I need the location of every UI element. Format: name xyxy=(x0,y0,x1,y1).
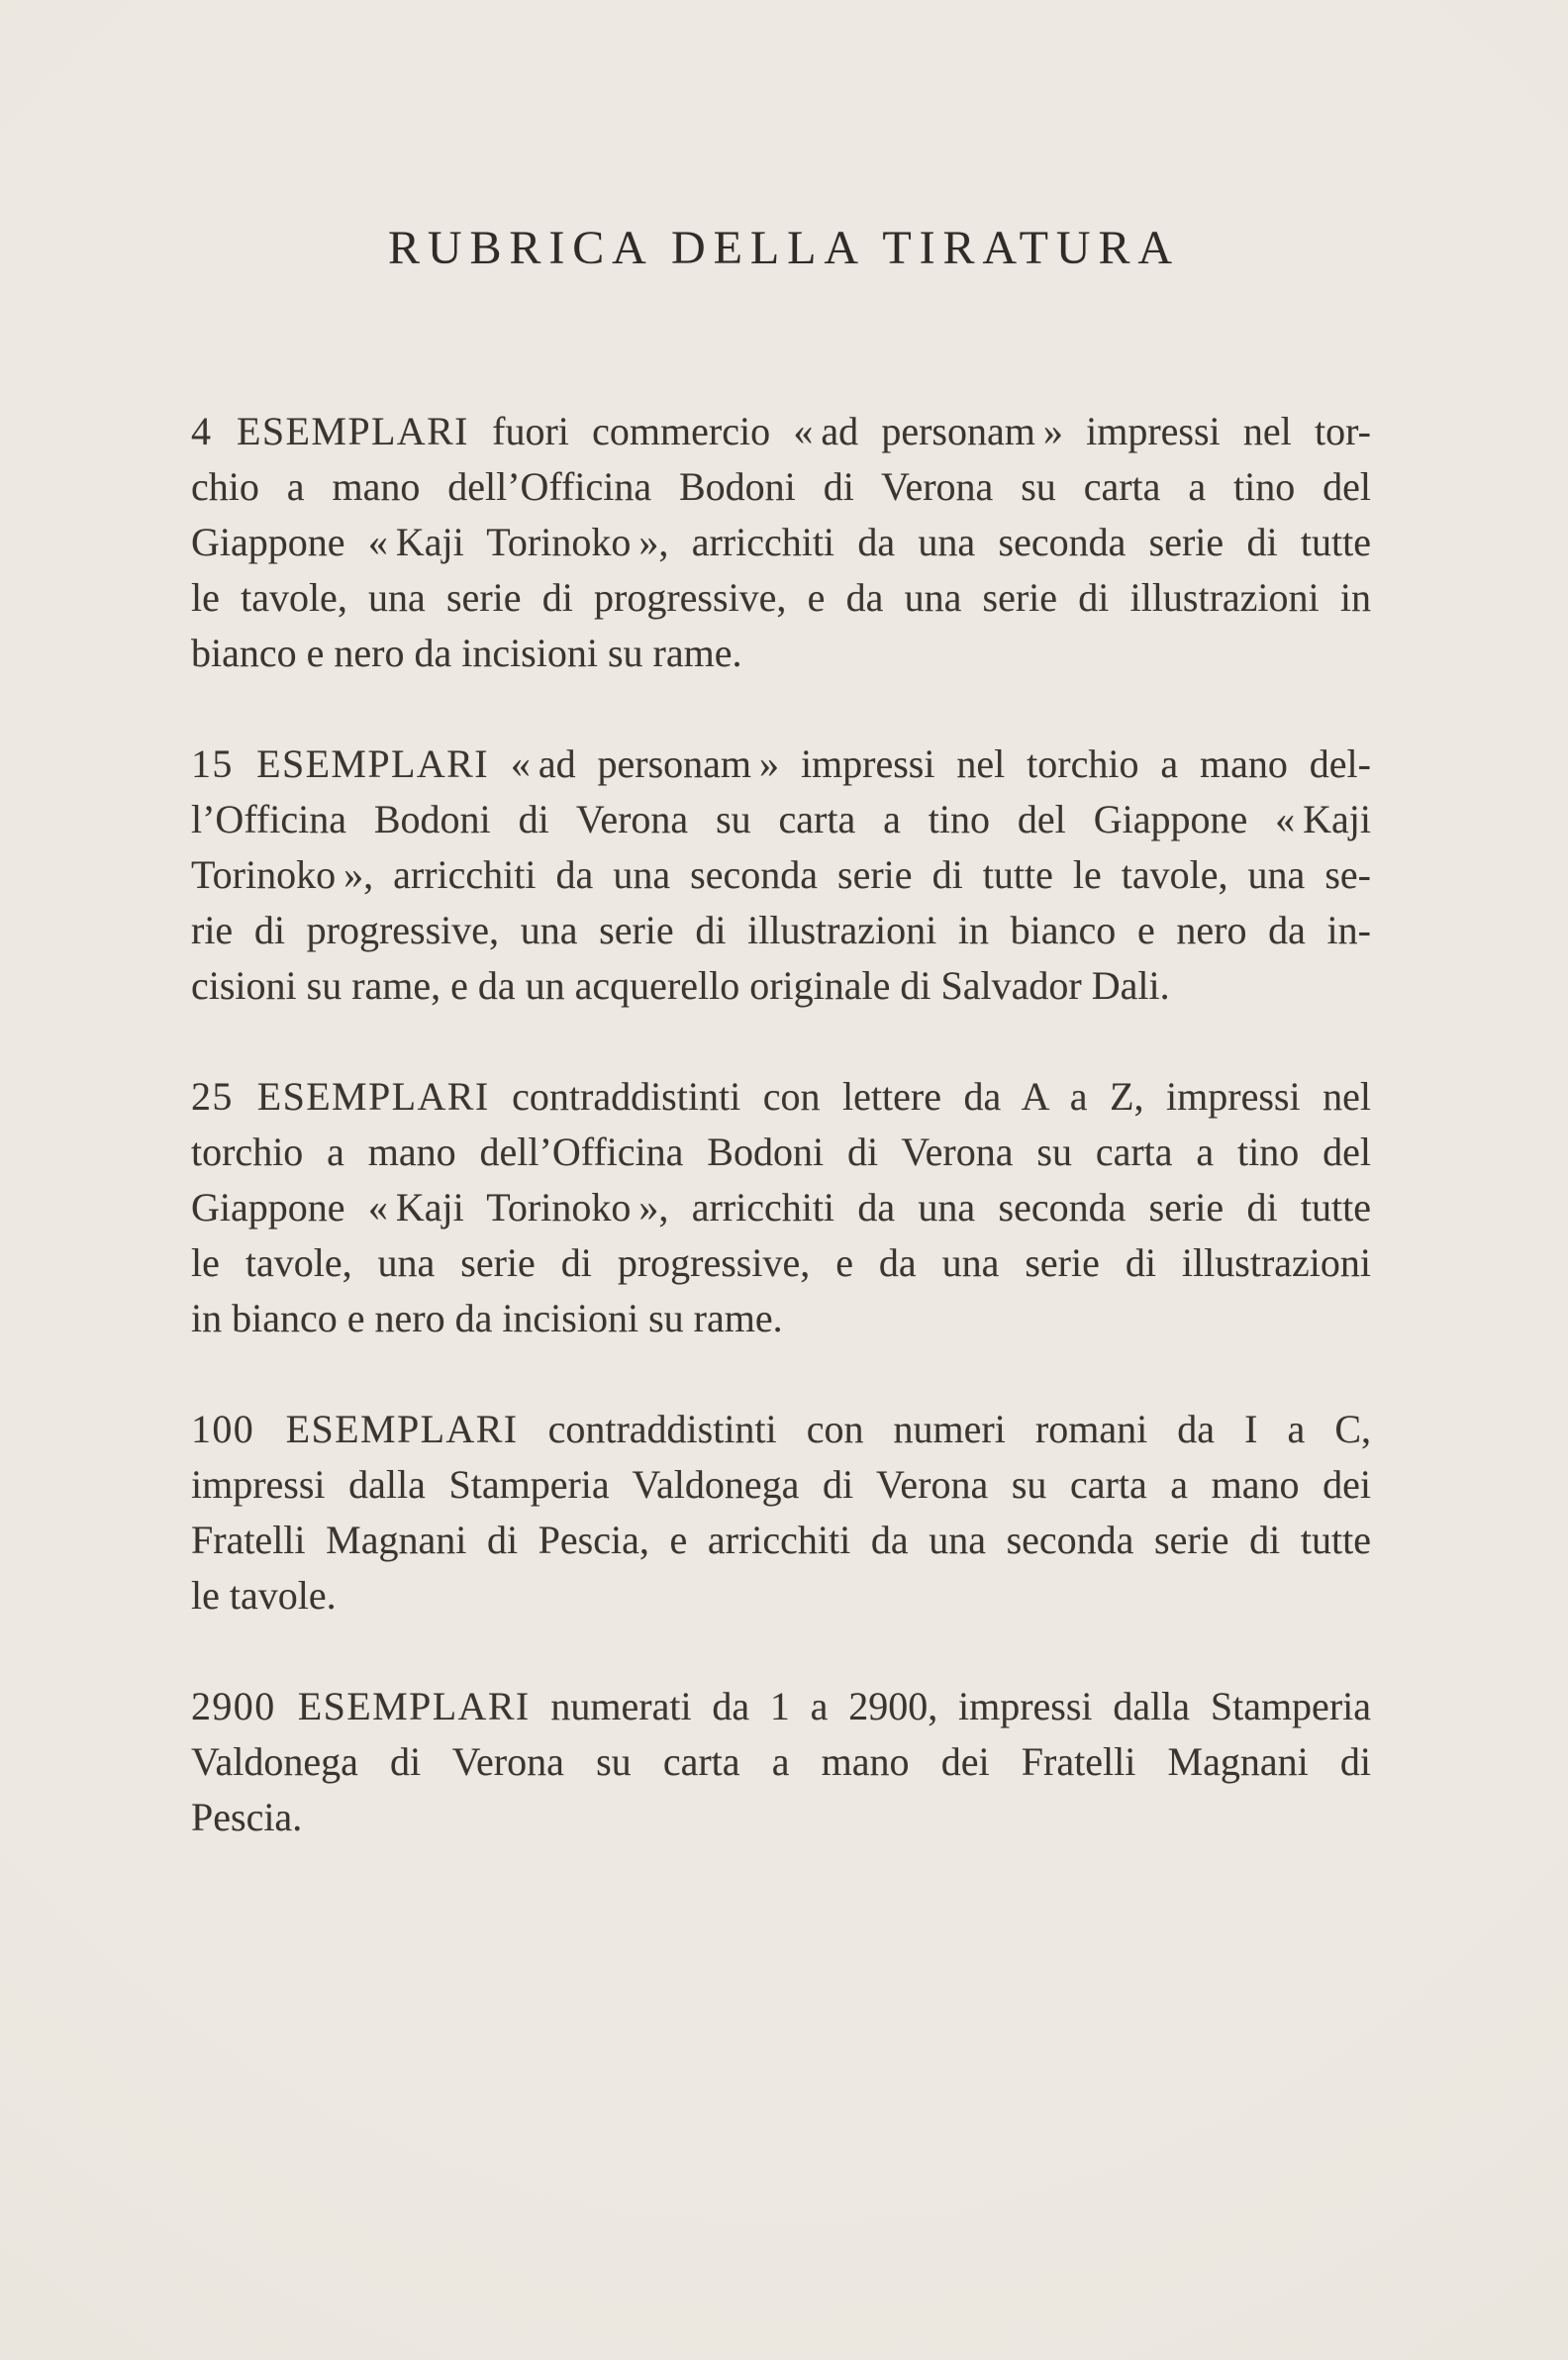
line-text: Valdonega di Verona su carta a mano dei Fratelli Magnani di xyxy=(191,1739,1371,1784)
text-line xyxy=(191,1568,1371,1623)
edition-count-label: 4 ESEMPLARI xyxy=(191,409,469,453)
text-line xyxy=(191,1235,1371,1291)
line-text: contraddistinti con lettere da A a Z, impressi nel xyxy=(489,1074,1372,1119)
line-text: « ad personam » impressi nel torchio a mano del- xyxy=(488,741,1371,786)
line-text: Giappone « Kaji Torinoko », arricchiti da una seconda serie di tutte xyxy=(191,1185,1371,1229)
paragraph-15-esemplari xyxy=(191,737,1371,1014)
text-line xyxy=(191,1291,1371,1346)
line-text: in bianco e nero da incisioni su rame. xyxy=(191,1296,783,1340)
text-line xyxy=(191,459,1371,515)
text-line xyxy=(191,1125,1371,1180)
line-text: impressi dalla Stamperia Valdonega di Verona su carta a mano dei xyxy=(191,1462,1371,1507)
edition-count-label: 25 ESEMPLARI xyxy=(191,1074,490,1119)
text-line xyxy=(191,404,1371,459)
line-text: l’Officina Bodoni di Verona su carta a tino del Giappone « Kaji xyxy=(191,797,1371,841)
line-text: Giappone « Kaji Torinoko », arricchiti da una seconda serie di tutte xyxy=(191,520,1371,564)
text-line xyxy=(191,626,1371,681)
paragraph-25-esemplari xyxy=(191,1069,1371,1346)
text-line xyxy=(191,1180,1371,1235)
line-text: numerati da 1 a 2900, impressi dalla Stamperia xyxy=(530,1684,1372,1728)
line-text: le tavole, una serie di progressive, e da una serie di illustrazioni in xyxy=(191,575,1371,620)
text-line xyxy=(191,515,1371,570)
text-line xyxy=(191,847,1371,903)
edition-count-label: 15 ESEMPLARI xyxy=(191,741,489,786)
text-line xyxy=(191,1790,1371,1845)
line-text: le tavole, una serie di progressive, e da una serie di illustrazioni xyxy=(191,1240,1371,1285)
paragraph-100-esemplari xyxy=(191,1402,1371,1623)
text-line xyxy=(191,1679,1371,1734)
line-text: chio a mano dell’Officina Bodoni di Verona su carta a tino del xyxy=(191,464,1371,509)
line-text: Pescia. xyxy=(191,1795,303,1839)
text-line xyxy=(191,903,1371,958)
line-text: torchio a mano dell’Officina Bodoni di Verona su carta a tino del xyxy=(191,1130,1371,1174)
line-text: rie di progressive, una serie di illustrazioni in bianco e nero da in- xyxy=(191,908,1371,952)
text-line xyxy=(191,792,1371,847)
text-line xyxy=(191,1513,1371,1568)
text-line xyxy=(191,1069,1371,1125)
line-text: Torinoko », arricchiti da una seconda serie di tutte le tavole, una se- xyxy=(191,852,1371,897)
edition-count-label: 100 ESEMPLARI xyxy=(191,1407,519,1451)
line-text: fuori commercio « ad personam » impressi nel tor- xyxy=(468,409,1371,453)
line-text: contraddistinti con numeri romani da I a C, xyxy=(518,1407,1371,1451)
paragraph-4-esemplari xyxy=(191,404,1371,681)
line-text: bianco e nero da incisioni su rame. xyxy=(191,631,742,675)
text-line xyxy=(191,570,1371,626)
text-line xyxy=(191,1402,1371,1457)
text-line xyxy=(191,737,1371,792)
text-line xyxy=(191,958,1371,1014)
text-line xyxy=(191,1457,1371,1513)
line-text: le tavole. xyxy=(191,1573,337,1618)
paragraph-2900-esemplari xyxy=(191,1679,1371,1845)
text-block xyxy=(191,404,1371,1845)
page-title: RUBRICA DELLA TIRATURA xyxy=(387,222,1181,274)
edition-count-label: 2900 ESEMPLARI xyxy=(191,1684,531,1728)
text-line xyxy=(191,1734,1371,1790)
line-text: Fratelli Magnani di Pescia, e arricchiti da una seconda serie di tutte xyxy=(191,1518,1371,1562)
line-text: cisioni su rame, e da un acquerello originale di Salvador Dali. xyxy=(191,963,1170,1008)
